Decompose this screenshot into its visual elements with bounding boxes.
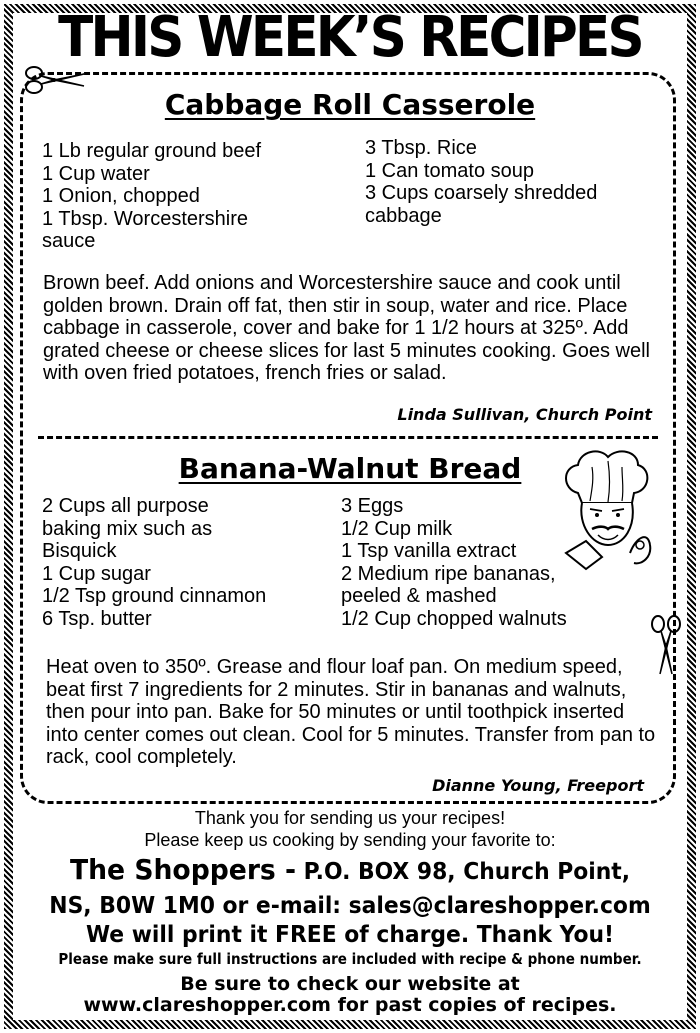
recipe1-ingredients-left: 1 Lb regular ground beef 1 Cup water 1 Onion, chopped 1 Tbsp. Worcestershire sauce: [42, 140, 262, 252]
recipe2-author: Dianne Young, Freeport: [432, 776, 644, 795]
company-name: The Shoppers -: [69, 853, 297, 886]
footer-thanks: Thank you for sending us your recipes!: [194, 808, 506, 828]
scissors-icon: [648, 614, 684, 676]
recipe2-ingredients-left: 2 Cups all purpose baking mix such as Bisquick 1 Cup sugar 1/2 Tsp ground cinnamon 6 Tsp. butter: [42, 495, 267, 630]
recipe-divider: [38, 436, 658, 439]
address-part1: P.O. BOX 98, Church Point,: [296, 859, 631, 885]
footer-address-line1: [18, 853, 683, 886]
recipe1-title: Cabbage Roll Casserole: [164, 88, 536, 121]
recipe1-ingredients-right: 3 Tbsp. Rice 1 Can tomato soup 3 Cups coarsely shredded cabbage: [365, 137, 598, 227]
footer-website-line1: Be sure to check our website at: [180, 973, 520, 995]
footer-website-line2: www.clareshopper.com for past copies of recipes.: [83, 994, 617, 1016]
recipe1-instructions: Brown beef. Add onions and Worcestershire sauce and cook until golden brown. Drain off fat, then stir in soup, water and rice. Place cabbage in casserole, cover and bake for 1 1/2 hours at 325º. Add grated cheese or cheese slices for last 5 minutes cooking. Goes well with oven fried potatoes, french fries or salad.: [43, 272, 650, 384]
recipe2-instructions: Heat oven to 350º. Grease and flour loaf pan. On medium speed, beat first 7 ingredients for 2 minutes. Stir in bananas and walnuts, then pour into pan. Bake for 50 minutes or until toothpick inserted into center comes out clean. Cool for 5 minutes. Transfer from pan to rack, cool completely.: [46, 656, 656, 768]
footer-instructions-note: Please make sure full instructions are included with recipe & phone number.: [58, 950, 642, 968]
footer-free: We will print it FREE of charge. Thank You!: [85, 922, 615, 948]
recipe2-ingredients-right: 3 Eggs 1/2 Cup milk 1 Tsp vanilla extract 2 Medium ripe bananas, peeled & mashed 1/2 Cup chopped walnuts: [341, 495, 567, 630]
footer-keep-cooking: Please keep us cooking by sending your favorite to:: [144, 830, 556, 850]
page-title: THIS WEEK’S RECIPES: [58, 5, 642, 70]
footer-address-line2: NS, B0W 1M0 or e-mail: sales@clareshopper.com: [49, 893, 651, 919]
recipe1-author: Linda Sullivan, Church Point: [397, 405, 652, 424]
recipe2-title: Banana-Walnut Bread: [178, 452, 522, 485]
